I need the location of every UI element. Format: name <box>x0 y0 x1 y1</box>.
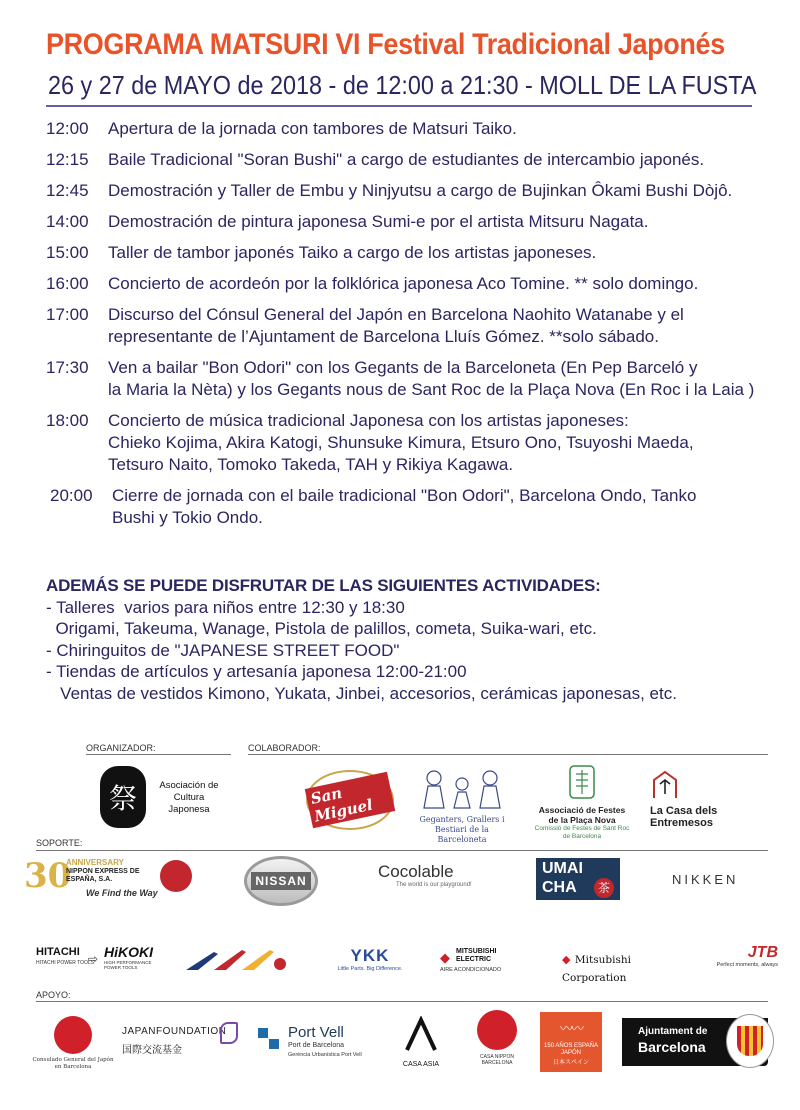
schedule-item <box>46 118 776 140</box>
schedule-item <box>46 149 776 171</box>
nippon-express-name: NIPPON EXPRESS DE ESPAÑA, S.A. <box>66 868 140 883</box>
casa-nippon-name: CASA NIPPON BARCELONA <box>480 1054 514 1066</box>
airlines-logo <box>184 946 294 976</box>
schedule-item <box>46 180 776 202</box>
apoyo-label: APOYO: <box>36 990 71 1000</box>
espana-japon-waves-icon: 〰〰 <box>559 1021 582 1036</box>
schedule-description-line: Baile Tradicional "Soran Bushi" a cargo de estudiantes de intercambio japonés. <box>108 150 705 169</box>
schedule-description <box>108 180 776 202</box>
umaicha-tea-icon: 茶 <box>594 878 614 898</box>
festes-placa-nova-sub: Comissió de Festes de Sant Roc de Barcelona <box>534 825 630 840</box>
schedule-time: 18:00 <box>46 411 89 430</box>
nissan-name: NISSAN <box>251 872 310 890</box>
extra-activity-line: - Talleres varios para niños entre 12:30 y 18:30 <box>46 597 405 617</box>
extra-activities-heading: ADEMÁS SE PUEDE DISFRUTAR DE LAS SIGUIENTES ACTIVIDADES: <box>46 576 601 595</box>
apoyo-divider <box>36 1001 768 1002</box>
port-vell-sub2: Gerència Urbanística Port Vell <box>288 1052 362 1058</box>
extra-activity-line: - Chiringuitos de "JAPANESE STREET FOOD" <box>46 640 400 660</box>
ajuntament-line1: Ajuntament de <box>638 1026 708 1037</box>
hitachi-sub: HITACHI POWER TOOLS <box>36 960 95 966</box>
hikoki-name: HiKOKI <box>104 944 153 960</box>
festes-seal-icon <box>567 764 597 800</box>
mitsubishi-electric-logo <box>440 946 524 976</box>
schedule-time: 12:15 <box>46 150 89 169</box>
schedule-description-line: Concierto de música tradicional Japonesa con los artistas japoneses: <box>108 411 629 430</box>
extra-activity-line: Ventas de vestidos Kimono, Yukata, Jinbei, accesorios, cerámicas japonesas, etc. <box>46 683 677 703</box>
casa-nippon-circle-icon <box>477 1010 517 1050</box>
nikken-logo: NIKKEN <box>672 872 739 887</box>
schedule-description-line: Cierre de jornada con el baile tradicional "Bon Odori", Barcelona Ondo, Tanko <box>112 486 697 505</box>
san-miguel-logo <box>306 770 394 830</box>
san-miguel-band: San Miguel <box>305 772 395 829</box>
schedule-time: 17:00 <box>46 305 89 324</box>
espana-japon-name: 150 AÑOS ESPAÑA JAPÓN <box>544 1043 598 1056</box>
schedule-description-line: la Maria la Nèta) y los Gegants nous de Sant Roc de la Plaça Nova (En Roc i la Laia ) <box>108 380 755 399</box>
schedule-time: 12:00 <box>46 119 89 138</box>
entremesos-house-icon <box>650 770 680 800</box>
gegants-barceloneta-logo <box>412 766 512 844</box>
schedule-description <box>108 304 776 348</box>
umaicha-line2: CHA <box>542 879 577 896</box>
schedule-description <box>108 357 776 401</box>
extra-activity-line: Origami, Takeuma, Wanage, Pistola de palillos, cometa, Suika-wari, etc. <box>46 619 597 638</box>
barcelona-shield-stripes <box>737 1026 763 1056</box>
japan-foundation-logo <box>122 1026 240 1066</box>
colaborador-label: COLABORADOR: <box>248 743 321 753</box>
schedule-time: 20:00 <box>50 486 93 505</box>
gegants-barceloneta-name: Geganters, Grallers i Bestiari de la Barceloneta <box>419 815 505 844</box>
casa-asia-name: CASA ASIA <box>402 1061 440 1068</box>
schedule-description-line: Discurso del Cónsul General del Japón en Barcelona Naohito Watanabe y el <box>108 305 684 324</box>
nippon-express-logo <box>24 856 200 902</box>
port-vell-logo <box>258 1026 378 1066</box>
title-divider <box>46 105 752 107</box>
nippon-express-30: 30 <box>24 856 72 896</box>
espana-japon-150-logo <box>540 1012 602 1072</box>
schedule-description-line: Tetsuro Naito, Tomoko Takeda, TAH y Rikiya Kagawa. <box>108 455 514 474</box>
mitsubishi-corporation-name: Mitsubishi Corporation <box>562 954 631 984</box>
schedule-item <box>46 485 776 529</box>
schedule-description <box>108 242 776 264</box>
event-date-location: 26 y 27 de MAYO de 2018 - de 12:00 a 21:30 - MOLL DE LA FUSTA <box>48 70 757 100</box>
cocolable-name: Cocolable <box>378 862 454 881</box>
port-vell-name: Port Vell <box>288 1024 344 1041</box>
casa-asia-mark-icon <box>403 1016 439 1052</box>
barcelona-shield-icon <box>726 1014 774 1068</box>
schedule-item <box>46 211 776 233</box>
consulado-name: Consulado General del Japón en Barcelona <box>32 1057 114 1070</box>
ykk-logo <box>332 946 408 976</box>
colaborador-divider <box>248 754 768 755</box>
festes-placa-nova-logo <box>534 764 630 840</box>
schedule-description-line: Concierto de acordeón por la folklórica japonesa Aco Tomine. ** solo domingo. <box>108 274 699 293</box>
casa-nippon-logo <box>474 1010 520 1074</box>
nippon-express-tagline: We Find the Way <box>86 888 158 898</box>
jtb-tagline: Perfect moments, always <box>716 962 778 968</box>
hitachi-hikoki-logo <box>36 946 160 976</box>
schedule-item <box>46 357 776 401</box>
jtb-name: JTB <box>747 944 778 961</box>
ykk-name: YKK <box>350 946 390 965</box>
japan-foundation-mark-icon <box>220 1022 238 1044</box>
schedule-time: 12:45 <box>46 181 89 200</box>
schedule-description-line: Demostración de pintura japonesa Sumi-e por el artista Mitsuru Nagata. <box>108 212 649 231</box>
schedule-description-line: representante de l’Ajuntament de Barcelona Lluís Gómez. **solo sábado. <box>108 327 659 346</box>
port-vell-mark-square <box>269 1039 279 1049</box>
jtb-logo <box>708 944 778 976</box>
organizador-divider <box>86 754 231 755</box>
asociacion-cultura-japonesa-name: Asociación de Cultura Japonesa <box>159 780 219 815</box>
mitsubishi-electric-name: MITSUBISHI ELECTRIC <box>456 948 497 963</box>
consulado-japon-logo <box>30 1016 116 1076</box>
asociacion-cultura-japonesa-logo <box>100 766 240 830</box>
schedule-description-line: Bushi y Tokio Ondo. <box>112 508 263 527</box>
gegants-drawing-icon <box>412 766 512 810</box>
schedule-time: 16:00 <box>46 274 89 293</box>
schedule-time: 17:30 <box>46 358 89 377</box>
japan-foundation-kanji: 国際交流基金 <box>122 1045 182 1056</box>
schedule-item <box>46 410 776 476</box>
schedule-description <box>108 211 776 233</box>
schedule-description <box>108 149 776 171</box>
schedule-description-line: Apertura de la jornada con tambores de Matsuri Taiko. <box>108 119 517 138</box>
schedule-description-line: Demostración y Taller de Embu y Ninjyutsu a cargo de Bujinkan Ôkami Bushi Dòjô. <box>108 181 733 200</box>
schedule-time: 14:00 <box>46 212 89 231</box>
organizador-label: ORGANIZADOR: <box>86 743 156 753</box>
page-title: PROGRAMA MATSURI VI Festival Tradicional Japonés <box>46 28 725 61</box>
cocolable-logo <box>378 862 488 894</box>
ykk-tagline: Little Parts. Big Difference. <box>337 966 403 972</box>
airlines-tails-icon <box>184 946 294 976</box>
umaicha-logo <box>536 858 620 900</box>
schedule-description <box>108 273 776 295</box>
schedule-item <box>46 273 776 295</box>
schedule-description <box>108 118 776 140</box>
port-vell-sub: Port de Barcelona <box>288 1042 345 1049</box>
espana-japon-kanji: 日本スペイン <box>552 1059 589 1066</box>
mitsubishi-corp-diamonds-icon: ◆ <box>562 954 571 966</box>
schedule-description-line: Taller de tambor japonés Taiko a cargo de los artistas japoneses. <box>108 243 597 262</box>
port-vell-mark-square <box>258 1028 268 1038</box>
extra-activities <box>46 575 677 704</box>
matsuri-lantern-icon: 祭 <box>100 766 146 828</box>
cocolable-tagline: The world is our playground! <box>396 882 472 888</box>
ajuntament-barcelona-logo <box>622 1018 768 1066</box>
nippon-express-mark-icon <box>160 860 192 892</box>
japan-flag-icon <box>54 1016 92 1054</box>
port-vell-mark-icon <box>258 1028 280 1050</box>
soporte-label: SOPORTE: <box>36 838 83 848</box>
mitsubishi-electric-sub: AIRE ACONDICIONADO <box>440 967 502 973</box>
schedule-item <box>46 304 776 348</box>
schedule-item <box>46 242 776 264</box>
japan-foundation-name: JAPANFOUNDATION <box>122 1026 227 1037</box>
umaicha-line1: UMAI <box>542 860 583 877</box>
schedule-description <box>112 485 776 529</box>
nippon-express-anniversary: ANNIVERSARY <box>66 858 124 867</box>
schedule-description <box>108 410 776 476</box>
extra-activity-line: - Tiendas de artículos y artesanía japonesa 12:00-21:00 <box>46 662 467 681</box>
mitsubishi-corporation-logo <box>562 950 686 984</box>
schedule-description-line: Ven a bailar "Bon Odori" con los Gegants de la Barceloneta (En Pep Barceló y <box>108 358 698 377</box>
ajuntament-line2: Barcelona <box>638 1039 706 1055</box>
casa-entremesos-logo <box>650 770 750 830</box>
casa-asia-logo <box>398 1016 444 1072</box>
hitachi-name: HITACHI <box>36 946 80 958</box>
hikoki-sub: HIGH PERFORMANCE POWER TOOLS <box>104 960 152 970</box>
schedule-description-line: Chieko Kojima, Akira Katogi, Shunsuke Kimura, Etsuro Ono, Tsuyoshi Maeda, <box>108 433 694 452</box>
schedule-time: 15:00 <box>46 243 89 262</box>
festes-placa-nova-name: Associació de Festes de la Plaça Nova <box>538 805 626 825</box>
arrow-right-icon: ⇨ <box>88 952 99 966</box>
soporte-divider <box>36 850 768 851</box>
casa-entremesos-name: La Casa dels Entremesos <box>650 805 718 829</box>
nissan-logo <box>244 856 318 906</box>
schedule-list <box>46 118 776 538</box>
mitsubishi-diamonds-icon: ◆ <box>440 950 450 965</box>
